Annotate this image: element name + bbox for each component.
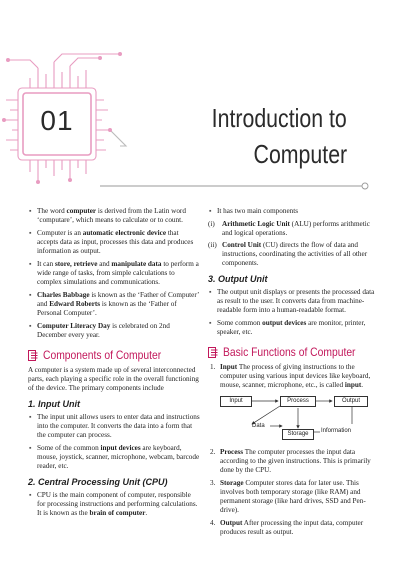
functions-section-heading (208, 347, 378, 358)
function-item: 3. Storage Computer stores data for later use. This involves both temporary storage (like RAM) and permanent storage (like hard drives, SSD and Pen-drive). (210, 479, 366, 514)
list-item: ▪ The word computer is derived from the Latin word ‘computare’, which means to calculate or to count. (28, 207, 200, 225)
cpu-heading: 2. Central Processing Unit (CPU) (28, 477, 168, 487)
bold-text: Input (220, 363, 238, 371)
list-item: ▪ Computer Literacy Day is celebrated on 2nd December every year. (28, 322, 200, 340)
list-item: ▪ It can store, retrieve and manipulate data to perform a wide range of tasks, from simple calculations to complex simulations and communications. (28, 260, 200, 287)
bold-text: Arithmetic Logic Unit (222, 220, 290, 228)
function-item: 4. Output After processing the input data, computer produces result as output. (210, 519, 364, 536)
cpu-sub-items (208, 220, 378, 268)
list-item: ▪ Some of the common input devices are keyboard, mouse, joystick, scanner, microphone, webcam, barcode reader, etc. (28, 444, 200, 471)
input-unit-bullets (28, 413, 200, 471)
chapter-title-line2: Computer (253, 139, 347, 169)
cpu-bullets-right (208, 207, 378, 216)
chapter-title-line1: Introduction to (211, 103, 347, 133)
diagram-output-box: Output (334, 396, 368, 407)
components-heading: Components of Computer (43, 348, 162, 362)
diagram-storage-box: Storage (282, 429, 314, 440)
components-section-heading (28, 350, 200, 361)
chapter-chip-graphic (0, 0, 400, 200)
bold-text: Computer Literacy Day (37, 322, 111, 330)
sub-item-number: (ii) (208, 241, 217, 249)
list-item: ▪ Charles Babbage is known as the ‘Father of Computer’ and Edward Roberts is known as the ‘Father of Personal Computer’. (28, 291, 200, 318)
bold-text: input (344, 381, 362, 389)
bold-text: manipulate data (111, 260, 162, 268)
diagram-input-box: Input (220, 396, 252, 407)
input-unit-heading: 1. Input Unit (28, 399, 80, 409)
diagram-data-label: Data (252, 423, 265, 429)
function-item: 1. Input The process of giving instructions to the computer using various input devices like keyboard, mouse, scanner, microphone, etc., is called input. (210, 363, 371, 389)
chapter-number: 01 (40, 105, 74, 136)
bold-text: input devices (100, 444, 141, 452)
bold-text: Edward Roberts (49, 300, 101, 308)
functions-list-first (208, 363, 378, 390)
function-item-number: 1. (210, 363, 216, 371)
functions-heading: Basic Functions of Computer (223, 345, 356, 359)
list-item: ▪ The input unit allows users to enter data and instructions into the computer. It converts the data into a form that the computer can process. (28, 413, 200, 440)
left-column (28, 207, 200, 522)
bold-text: store, retrieve (54, 260, 98, 268)
list-item: ▪ Some common output devices are monitor, printer, speaker, etc. (208, 319, 378, 337)
cpu-sub-item: (i) Arithmetic Logic Unit (ALU) performs arithmetic and logical operations. (208, 220, 370, 237)
list-item: ▪ CPU is the main component of computer, responsible for processing instructions and performing calculations. It is known as the brain of computer. (28, 491, 200, 518)
function-item: 2. Process The computer processes the input data according to the given instructions. This is primarily done by the CPU. (210, 448, 371, 474)
sub-item-number: (i) (208, 220, 215, 228)
function-item-number: 2. (210, 448, 216, 456)
bold-text: automatic electronic device (82, 229, 167, 237)
bold-text: output devices (262, 319, 307, 327)
intro-bullets (28, 207, 200, 340)
bold-text: computer (66, 207, 97, 215)
diagram-information-label: Information (321, 428, 352, 434)
section-marker-icon (28, 350, 38, 361)
functions-list-rest (208, 448, 378, 537)
function-item-number: 3. (210, 479, 216, 487)
bold-text: brain of computer (89, 509, 146, 517)
output-unit-bullets (208, 288, 378, 337)
list-item: ▪ The output unit displays or presents the processed data as result to the user. It converts data from machine-readable form into a human-readable format. (208, 288, 378, 315)
bold-text: Output (220, 519, 243, 527)
bold-text: Process (220, 448, 244, 456)
cpu-sub-item: (ii) Control Unit (CU) directs the flow of data and instructions, coordinating the activities of all other components. (208, 241, 368, 267)
cpu-bullets-left (28, 491, 200, 518)
bold-text: Storage (220, 479, 244, 487)
list-item: ▪ It has two main components (208, 207, 378, 216)
functions-diagram (220, 394, 370, 442)
section-marker-icon (208, 347, 218, 358)
bold-text: Charles Babbage (37, 291, 90, 299)
right-column (208, 207, 378, 541)
output-unit-heading: 3. Output Unit (208, 274, 268, 284)
diagram-process-box: Process (280, 396, 316, 407)
components-intro: A computer is a system made up of several interconnected parts, each playing a specific role in the overall functioning of the device. The primary components include (28, 366, 199, 392)
bold-text: Control Unit (222, 241, 262, 249)
function-item-number: 4. (210, 519, 216, 527)
list-item: ▪ Computer is an automatic electronic device that accepts data as input, processes this data and produces information as output. (28, 229, 200, 256)
